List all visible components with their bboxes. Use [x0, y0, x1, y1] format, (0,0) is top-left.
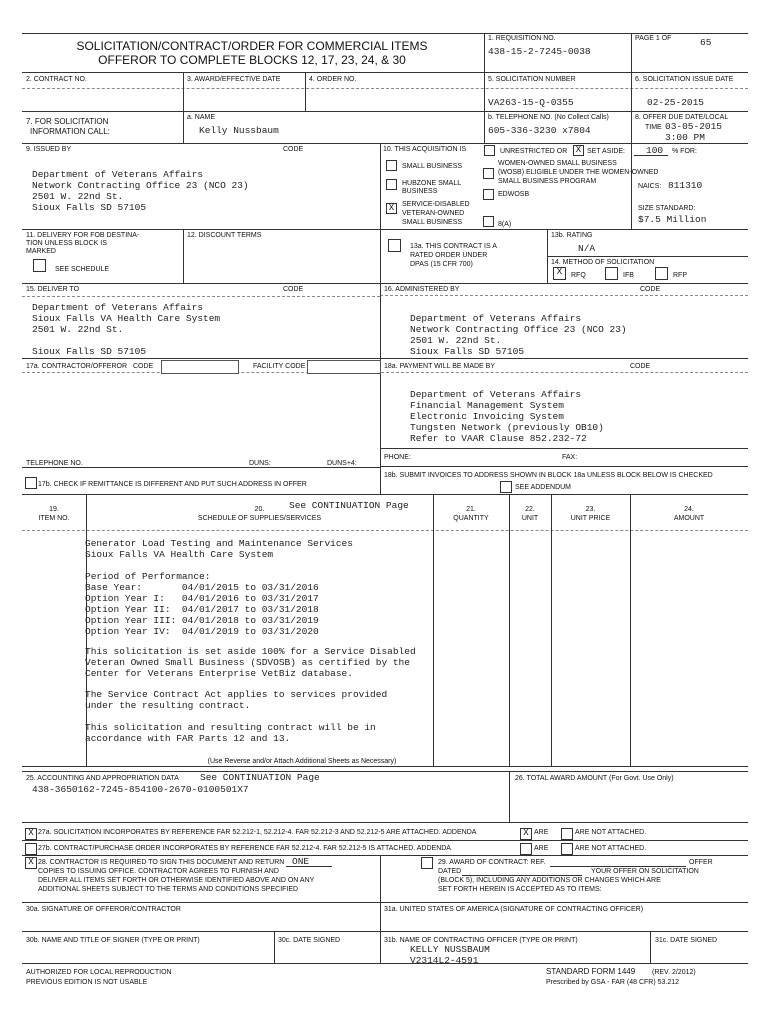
rule — [274, 931, 275, 963]
issued-by-address: Department of Veterans Affairs Network Contracting Office 23 (NCO 23) 2501 W. 22nd St. Sioux Falls SD 57105 — [32, 169, 249, 213]
service-contract-act-note: The Service Contract Act applies to services provided under the resulting contract. — [85, 689, 388, 711]
rule — [22, 358, 748, 359]
27a-are-not-checkbox[interactable] — [561, 828, 573, 840]
block15-label: 15. DELIVER TO — [26, 286, 80, 293]
officer-name-label: 31b. NAME OF CONTRACTING OFFICER (TYPE OR PRINT) — [384, 937, 578, 944]
wosb-label-line1: WOMEN-OWNED SMALL BUSINESS — [498, 160, 617, 167]
col21-label: QUANTITY — [453, 515, 489, 522]
accounting-data-value: 438-3650162-7245-854100-2670-0100501X7 — [32, 784, 249, 795]
signer-date-label: 30c. DATE SIGNED — [278, 937, 341, 944]
rfq-checkbox[interactable]: X — [553, 267, 566, 280]
rfp-label: RFP — [673, 272, 687, 279]
far-parts-note: This solicitation and resulting contract will be in accordance with FAR Parts 12 and 13. — [85, 722, 376, 744]
page-label: PAGE 1 OF — [635, 35, 672, 42]
unrestricted-checkbox[interactable] — [484, 145, 495, 156]
set-aside-for: % FOR: — [672, 148, 697, 155]
administered-by-address: Department of Veterans Affairs Network Contracting Office 23 (NCO 23) 2501 W. 22nd St. Sioux Falls SD 57105 — [410, 313, 627, 357]
block29-checkbox[interactable] — [421, 857, 433, 869]
rule — [305, 72, 306, 111]
rule — [547, 256, 748, 257]
naics-label: NAICS: — [638, 183, 662, 190]
rule — [380, 466, 748, 467]
wosb-checkbox[interactable] — [483, 168, 494, 179]
dated-underline — [462, 875, 582, 876]
27b-label: 27b. CONTRACT/PURCHASE ORDER INCORPORATES BY REFERENCE FAR 52.212-4. FAR 52.212-5 IS ATTACHED. ADDENDA — [38, 845, 451, 852]
27b-are-checkbox[interactable] — [520, 843, 532, 855]
block16-code-label: CODE — [640, 286, 661, 293]
col24-label: AMOUNT — [673, 515, 705, 522]
officer-name-value: KELLY NUSSBAUM — [410, 944, 490, 955]
rated-order-line2: RATED ORDER UNDER — [410, 252, 488, 259]
rule — [631, 143, 632, 229]
edwosb-checkbox[interactable] — [483, 189, 494, 200]
accounting-continuation-note: See CONTINUATION Page — [200, 772, 320, 783]
solicitation-number-label: 5. SOLICITATION NUMBER — [488, 76, 576, 83]
block28-line4: ADDITIONAL SHEETS SUBJECT TO THE TERMS AND CONDITIONS SPECIFIED — [38, 886, 299, 893]
col20-label: SCHEDULE OF SUPPLIES/SERVICES — [197, 515, 322, 522]
27b-checkbox[interactable] — [25, 843, 37, 855]
copies-underline — [286, 866, 332, 867]
rule — [631, 33, 632, 73]
rule — [380, 143, 381, 494]
hubzone-label-line2: BUSINESS — [402, 188, 438, 195]
set-aside-label: SET ASIDE: — [587, 148, 625, 155]
rule — [551, 494, 552, 766]
ref-underline — [550, 866, 686, 867]
ifb-label: IFB — [623, 272, 634, 279]
remittance-label: 17b. CHECK IF REMITTANCE IS DIFFERENT AND PUT SUCH ADDRESS IN OFFER — [38, 481, 307, 488]
issue-date-label: 6. SOLICITATION ISSUE DATE — [635, 76, 734, 83]
block16-label: 16. ADMINISTERED BY — [384, 286, 460, 293]
size-standard-label: SIZE STANDARD: — [638, 205, 696, 212]
facility-code-label: FACILITY CODE — [253, 363, 306, 370]
form-title-line1: SOLICITATION/CONTRACT/ORDER FOR COMMERCIAL ITEMS — [76, 39, 428, 53]
rule — [183, 229, 184, 283]
eight-a-label: 8(A) — [498, 221, 512, 228]
sdvosb-label-line3: SMALL BUSINESS — [402, 219, 463, 226]
small-business-label: SMALL BUSINESS — [402, 163, 463, 170]
naics-value: 811310 — [668, 180, 703, 191]
rule — [631, 72, 632, 143]
rule — [22, 902, 748, 903]
col23-num: 23. — [585, 506, 596, 513]
see-schedule-checkbox[interactable] — [33, 259, 46, 272]
27a-label: 27a. SOLICITATION INCORPORATES BY REFERENCE FAR 52.212-1, 52.212-4. FAR 52.212-3 AND 52.212-5 ARE ATTACHED. ADDENDA — [38, 829, 477, 836]
facility-code-field[interactable] — [307, 360, 381, 374]
col24-num: 24. — [684, 506, 694, 513]
rfp-checkbox[interactable] — [655, 267, 668, 280]
rule — [22, 931, 748, 932]
footer-form-name: STANDARD FORM 1449 — [546, 967, 636, 976]
rule — [22, 111, 748, 112]
rule — [630, 494, 631, 766]
rule — [22, 855, 748, 856]
rating-value: N/A — [578, 243, 596, 254]
rated-order-line1: 13a. THIS CONTRACT IS A — [410, 243, 497, 250]
set-aside-checkbox[interactable]: X — [573, 145, 584, 156]
signer-name-label: 30b. NAME AND TITLE OF SIGNER (TYPE OR PRINT) — [26, 937, 200, 944]
hubzone-label-line1: HUBZONE SMALL — [402, 180, 462, 187]
block29-line1: 29. AWARD OF CONTRACT: REF. — [438, 859, 546, 866]
block28-line2: COPIES TO ISSUING OFFICE. CONTRACTOR AGREES TO FURNISH AND — [38, 868, 279, 875]
rule — [22, 822, 748, 823]
size-standard-value: $7.5 Million — [638, 214, 707, 225]
27a-are-label: ARE — [534, 829, 549, 836]
rule — [380, 855, 381, 963]
block15-code-label: CODE — [283, 286, 304, 293]
col23-label: UNIT PRICE — [570, 515, 611, 522]
accounting-data-label: 25. ACCOUNTING AND APPROPRIATION DATA — [26, 775, 179, 782]
period-of-performance: Period of Performance: Base Year: 04/01/2015 to 03/31/2016 Option Year I: 04/01/2016 to 03/31/2017 Option Year II: 04/01/2017 to 03/31/2018 Option Year III: 04/01/2018 to 03/31/2019 Option Year IV: 04/01/2019 to 03/31/2020 — [85, 571, 319, 637]
requisition-value: 438-15-2-7245-0038 — [488, 46, 591, 57]
requisition-label: 1. REQUISITION NO. — [488, 35, 556, 42]
discount-terms-label: 12. DISCOUNT TERMS — [187, 232, 262, 239]
block17-label: 17a. CONTRACTOR/OFFEROR — [26, 363, 127, 370]
ifb-checkbox[interactable] — [605, 267, 618, 280]
contractor-code-field[interactable] — [161, 360, 239, 374]
duns4-label: DUNS+4: — [327, 460, 357, 467]
set-aside-underline — [634, 155, 668, 156]
block17-code-label: CODE — [133, 363, 154, 370]
rule — [380, 448, 748, 449]
footer-local-reproduction: AUTHORIZED FOR LOCAL REPRODUCTION — [26, 969, 172, 976]
rule — [183, 72, 184, 111]
rule — [22, 283, 748, 284]
27b-are-not-checkbox[interactable] — [561, 843, 573, 855]
sdvosb-checkbox[interactable]: X — [386, 203, 397, 214]
footer-revision: (REV. 2/2012) — [652, 969, 696, 976]
rule — [509, 771, 510, 822]
rule — [484, 72, 485, 143]
block7-name-label: a. NAME — [187, 114, 216, 121]
col21-num: 21. — [466, 506, 476, 513]
set-aside-statement: This solicitation is set aside 100% for a Service Disabled Veteran Owned Small Business (SDVOSB) as certified by the Center for Veterans Enterprise VetBiz database. — [85, 646, 416, 679]
27b-are-label: ARE — [534, 845, 549, 852]
wosb-label-line2: (WOSB) ELIGIBLE UNDER THE WOMEN-OWNED — [498, 169, 659, 176]
27b-are-not-label: ARE NOT ATTACHED. — [575, 845, 647, 852]
method-label: 14. METHOD OF SOLICITATION — [551, 259, 655, 266]
col22-label: UNIT — [521, 515, 539, 522]
block28-copies: ONE — [292, 856, 310, 867]
block7-phone-value: 605-336-3230 x7804 — [488, 125, 591, 136]
rule — [22, 296, 380, 297]
due-date-label-line1: 8. OFFER DUE DATE/LOCAL — [635, 114, 729, 121]
rule — [484, 33, 485, 73]
block29-offer: OFFER — [689, 859, 713, 866]
officer-date-label: 31c. DATE SIGNED — [655, 937, 718, 944]
due-date-label-line2: TIME — [645, 124, 662, 131]
rule — [22, 33, 748, 34]
block7-name-value: Kelly Nussbaum — [199, 125, 279, 136]
rfq-label: RFQ — [571, 272, 586, 279]
rule — [22, 229, 748, 230]
rule — [22, 72, 748, 73]
rule — [183, 111, 184, 143]
submit-invoices-label: 18b. SUBMIT INVOICES TO ADDRESS SHOWN IN BLOCK 18a UNLESS BLOCK BELOW IS CHECKED — [384, 472, 713, 479]
block29-line3: (BLOCK 5), INCLUDING ANY ADDITIONS OR CHANGES WHICH ARE — [438, 877, 661, 884]
due-date-value: 03-05-2015 — [665, 121, 723, 132]
rated-order-checkbox[interactable] — [388, 239, 401, 252]
block10-label: 10. THIS ACQUISITION IS — [383, 146, 467, 153]
phone-label: PHONE: — [384, 454, 411, 461]
rule — [22, 372, 748, 373]
rule — [22, 766, 748, 767]
sdvosb-label-line1: SERVICE-DISABLED — [402, 201, 470, 208]
col22-num: 22. — [525, 506, 535, 513]
col19-num: 19. — [49, 506, 59, 513]
rule — [22, 840, 748, 841]
eight-a-checkbox[interactable] — [483, 216, 494, 227]
rule — [650, 931, 651, 963]
block28-line3: DELIVER ALL ITEMS SET FORTH OR OTHERWISE IDENTIFIED ABOVE AND ON ANY — [38, 877, 315, 884]
payment-address: Department of Veterans Affairs Financial Management System Electronic Invoicing System Tungsten Network (previously OB10) Refer to VAAR Clause 852.232-72 — [410, 389, 604, 444]
total-award-label: 26. TOTAL AWARD AMOUNT (For Govt. Use Only) — [515, 775, 674, 782]
contract-no-label: 2. CONTRACT NO. — [26, 76, 87, 83]
block9-code-label: CODE — [283, 146, 304, 153]
duns-label: DUNS: — [249, 460, 271, 467]
block9-label: 9. ISSUED BY — [26, 146, 72, 153]
rule — [22, 88, 748, 89]
block7-label-line2: INFORMATION CALL: — [30, 127, 110, 136]
see-addendum-label: SEE ADDENDUM — [515, 484, 572, 491]
rating-label: 13b. RATING — [551, 232, 593, 239]
reverse-note: (Use Reverse and/or Attach Additional Sheets as Necessary) — [207, 758, 397, 765]
block29-line4: SET FORTH HEREIN IS ACCEPTED AS TO ITEMS: — [438, 886, 602, 893]
block18-code-label: CODE — [630, 363, 651, 370]
officer-id-value: V2314L2-4591 — [410, 955, 479, 966]
telephone-label: TELEPHONE NO. — [26, 460, 83, 467]
rule — [509, 494, 510, 766]
set-aside-percent: 100 — [646, 145, 664, 156]
page-total: 65 — [700, 37, 712, 48]
signature-officer-label: 31a. UNITED STATES OF AMERICA (SIGNATURE OF CONTRACTING OFFICER) — [384, 906, 644, 913]
sdvosb-label-line2: VETERAN-OWNED — [402, 210, 465, 217]
small-business-checkbox[interactable] — [386, 160, 397, 171]
block11-label-line2: TION UNLESS BLOCK IS — [26, 240, 107, 247]
wosb-label-line3: SMALL BUSINESS PROGRAM — [498, 178, 597, 185]
rule — [380, 295, 748, 296]
deliver-to-address: Department of Veterans Affairs Sioux Falls VA Health Care System 2501 W. 22nd St. — [32, 302, 221, 335]
see-schedule-label: SEE SCHEDULE — [55, 266, 110, 273]
order-no-label: 4. ORDER NO. — [309, 76, 357, 83]
rule — [22, 143, 748, 144]
block7-label-line1: 7. FOR SOLICITATION — [26, 117, 109, 126]
hubzone-checkbox[interactable] — [386, 179, 397, 190]
signature-offeror-label: 30a. SIGNATURE OF OFFEROR/CONTRACTOR — [26, 906, 181, 913]
continuation-note: See CONTINUATION Page — [289, 500, 409, 511]
block29-dated: DATED — [438, 868, 462, 875]
block18-label: 18a. PAYMENT WILL BE MADE BY — [384, 363, 495, 370]
remittance-checkbox[interactable] — [25, 477, 37, 489]
schedule-description: Generator Load Testing and Maintenance Services Sioux Falls VA Health Care System — [85, 538, 353, 560]
col19-label: ITEM NO. — [38, 515, 70, 522]
edwosb-label: EDWOSB — [498, 191, 530, 198]
block28-line1: 28. CONTRACTOR IS REQUIRED TO SIGN THIS DOCUMENT AND RETURN — [38, 859, 285, 866]
27a-checkbox[interactable]: X — [25, 828, 37, 840]
issue-date-value: 02-25-2015 — [647, 97, 705, 108]
fax-label: FAX: — [562, 454, 578, 461]
deliver-to-city: Sioux Falls SD 57105 — [32, 346, 147, 357]
27a-are-not-label: ARE NOT ATTACHED. — [575, 829, 647, 836]
block29-line2: YOUR OFFER ON SOLICITATION — [591, 868, 699, 875]
solicitation-number-value: VA263-15-Q-0355 — [488, 97, 574, 108]
footer-prescribed: Prescribed by GSA - FAR (48 CFR) 53.212 — [546, 979, 680, 986]
rule — [22, 963, 748, 964]
unrestricted-label: UNRESTRICTED OR — [500, 148, 568, 155]
block11-label-line3: MARKED — [26, 248, 56, 255]
see-addendum-checkbox[interactable] — [500, 481, 512, 493]
award-date-label: 3. AWARD/EFFECTIVE DATE — [187, 76, 281, 83]
rule — [22, 494, 748, 495]
rated-order-line3: DPAS (15 CFR 700) — [410, 261, 473, 268]
block7-phone-label: b. TELEPHONE NO. (No Collect Calls) — [488, 114, 609, 121]
col20-num: 20. — [254, 506, 265, 513]
footer-previous-edition: PREVIOUS EDITION IS NOT USABLE — [26, 979, 148, 986]
block28-checkbox[interactable]: X — [25, 857, 37, 869]
rule — [433, 494, 434, 766]
rule — [22, 530, 748, 531]
due-time-value: 3:00 PM — [665, 132, 705, 143]
block11-label-line1: 11. DELIVERY FOR FOB DESTINA- — [26, 232, 140, 239]
form-title-line2: OFFEROR TO COMPLETE BLOCKS 12, 17, 23, 24, & 30 — [98, 53, 406, 67]
27a-are-checkbox[interactable]: X — [520, 828, 532, 840]
rule — [22, 771, 748, 772]
